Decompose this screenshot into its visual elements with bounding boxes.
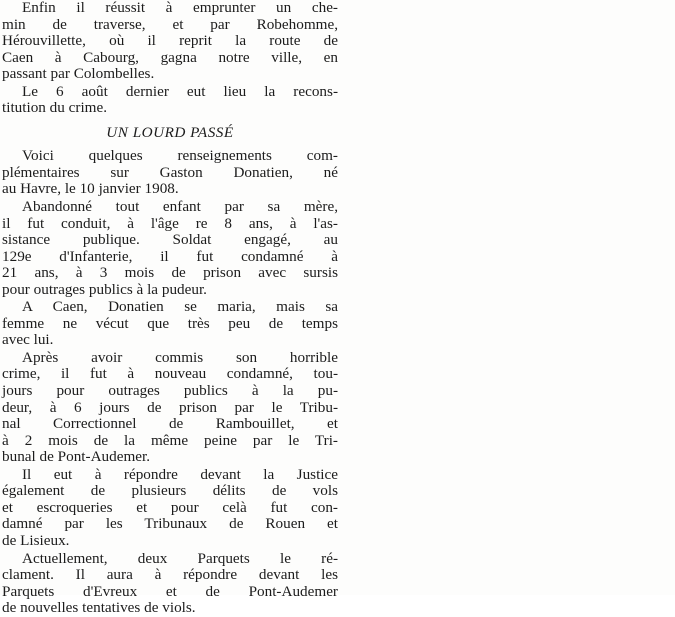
text-line: Parquets d'Evreux et de Pont-Audemer xyxy=(2,582,338,600)
text-line: et escroqueries et pour celà fut con- xyxy=(2,498,338,516)
text-line: 129e d'Infanterie, il fut condamné à xyxy=(2,247,338,265)
article-paragraph xyxy=(2,299,338,349)
text-line: de Lisieux. xyxy=(2,531,70,549)
text-line: titution du crime. xyxy=(2,99,108,117)
article-paragraph xyxy=(2,551,338,617)
text-line: clament. Il aura à répondre devant les xyxy=(2,566,338,584)
text-line: il fut conduit, à l'âge re 8 ans, à l'as- xyxy=(2,214,338,232)
text-line: deur, à 6 jours de prison par le Tribu- xyxy=(2,398,338,416)
text-line: Voici quelques renseignements com- xyxy=(22,147,338,165)
text-line: jours pour outrages publics à la pu- xyxy=(2,382,338,400)
text-line: également de plusieurs délits de vols xyxy=(2,482,338,500)
text-line: Le 6 août dernier eut lieu la recons- xyxy=(22,82,338,100)
text-line: damné par les Tribunaux de Rouen et xyxy=(2,515,338,533)
text-line: 21 ans, à 3 mois de prison avec sursis xyxy=(2,264,338,282)
text-line: à 2 mois de la même peine par le Tri- xyxy=(2,431,338,449)
article-body-top xyxy=(2,0,338,117)
article-paragraph xyxy=(2,467,338,550)
text-line: sistance publique. Soldat engagé, au xyxy=(2,231,338,249)
text-line: Il eut à répondre devant la Justice xyxy=(22,465,338,483)
text-line: Enfin il réussit à emprunter un che- xyxy=(22,0,338,16)
article-paragraph xyxy=(2,148,338,198)
text-line: bunal de Pont-Audemer. xyxy=(2,448,151,466)
text-line: passant par Colombelles. xyxy=(2,65,155,83)
text-line: Abandonné tout enfant par sa mère, xyxy=(22,198,338,216)
text-line: Actuellement, deux Parquets le ré- xyxy=(22,549,338,567)
text-line: de nouvelles tentatives de viols. xyxy=(2,599,196,617)
text-line: au Havre, le 10 janvier 1908. xyxy=(2,180,179,198)
text-line: pour outrages publics à la pudeur. xyxy=(2,280,207,298)
article-paragraph xyxy=(2,84,338,117)
text-line: nal Correctionnel de Rambouillet, et xyxy=(2,415,338,433)
text-line: femme ne vécut que très peu de temps xyxy=(2,314,338,332)
text-line: avec lui. xyxy=(2,331,54,349)
article-paragraph xyxy=(2,0,338,83)
text-line: Caen à Cabourg, gagna notre ville, en xyxy=(2,48,338,66)
article-paragraph xyxy=(2,199,338,298)
text-line: plémentaires sur Gaston Donatien, né xyxy=(2,163,338,181)
text-line: Après avoir commis son horrible xyxy=(22,348,338,366)
section-heading: UN LOURD PASSÉ xyxy=(106,123,234,141)
text-line: Hérouvillette, où il reprit la route de xyxy=(2,32,338,50)
text-line: A Caen, Donatien se maria, mais sa xyxy=(22,298,338,316)
text-line: min de traverse, et par Robehomme, xyxy=(2,15,338,33)
article-body-bottom xyxy=(2,148,338,616)
text-line: crime, il fut à nouveau condamné, tou- xyxy=(2,365,338,383)
article-paragraph xyxy=(2,350,338,466)
